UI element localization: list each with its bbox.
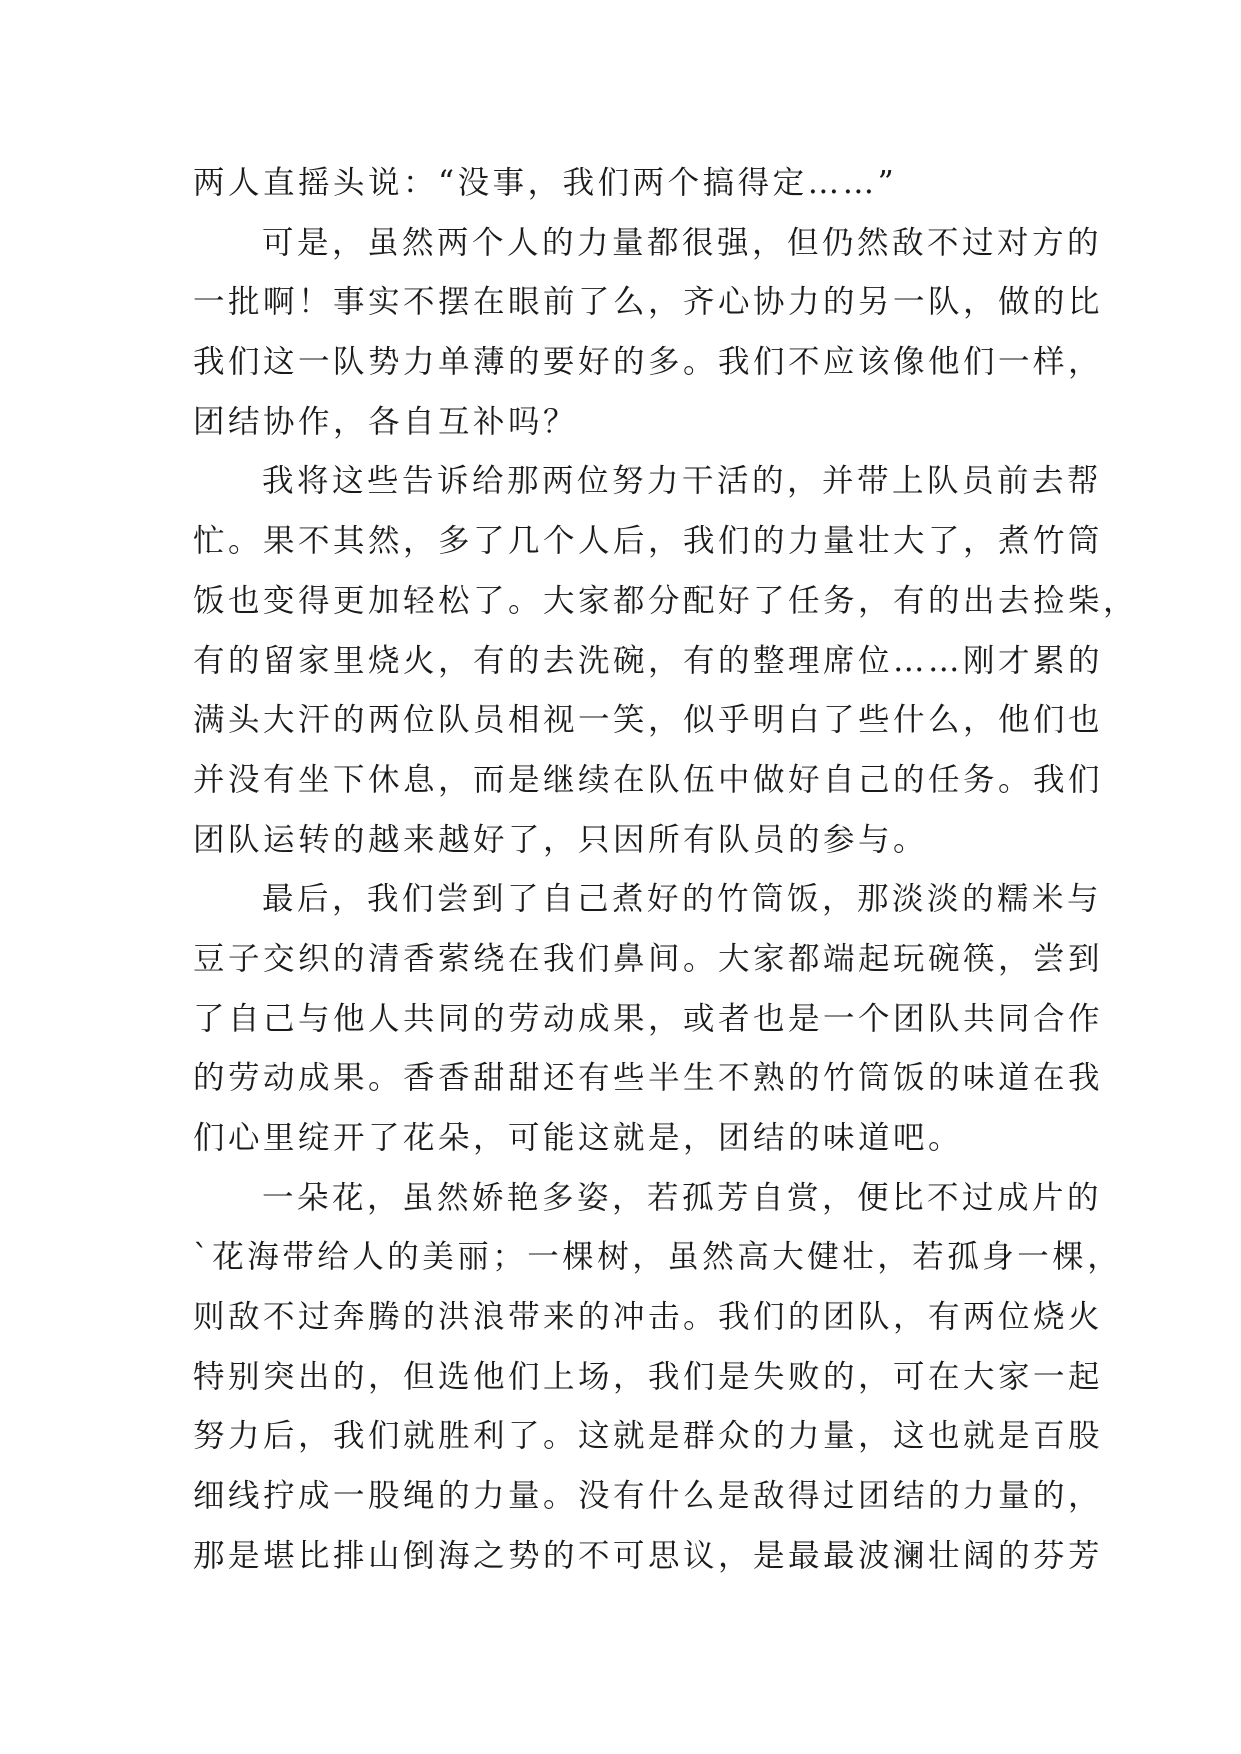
paragraph-start-line: 一朵花，虽然娇艳多姿，若孤芳自赏，便比不过成片的 bbox=[262, 1179, 1103, 1216]
paragraph-start-line: 我将这些告诉给那两位努力干活的，并带上队员前去帮 bbox=[262, 463, 1103, 500]
text-line: 们心里绽开了花朵，可能这就是，团结的味道吧。 bbox=[193, 1120, 964, 1156]
text-line: `花海带给人的美丽；一棵树，虽然高大健壮，若孤身一棵， bbox=[193, 1239, 1123, 1276]
text-line: 忙。果不其然，多了几个人后，我们的力量壮大了，煮竹筒 bbox=[193, 523, 1104, 560]
text-line: 了自己与他人共同的劳动成果，或者也是一个团队共同合作 bbox=[193, 1000, 1104, 1037]
text-line: 饭也变得更加轻松了。大家都分配好了任务，有的出去捡柴， bbox=[193, 582, 1139, 619]
text-line: 细线拧成一股绳的力量。没有什么是敌得过团结的力量的， bbox=[193, 1478, 1104, 1515]
paragraph-start-line: 最后，我们尝到了自己煮好的竹筒饭，那淡淡的糯米与 bbox=[262, 881, 1103, 918]
text-line: 团结协作，各自互补吗？ bbox=[193, 403, 579, 440]
text-line: 豆子交织的清香萦绕在我们鼻间。大家都端起玩碗筷，尝到 bbox=[193, 940, 1104, 977]
text-line: 团队运转的越来越好了，只因所有队员的参与。 bbox=[193, 821, 929, 858]
text-line: 特别突出的，但选他们上场，我们是失败的，可在大家一起 bbox=[193, 1358, 1104, 1395]
text-line: 那是堪比排山倒海之势的不可思议，是最最波澜壮阔的芬芳 bbox=[193, 1537, 1104, 1574]
body-text bbox=[193, 154, 1139, 1587]
text-line: 满头大汗的两位队员相视一笑，似乎明白了些什么，他们也 bbox=[193, 702, 1104, 739]
text-line: 有的留家里烧火，有的去洗碗，有的整理席位……刚才累的 bbox=[193, 642, 1104, 679]
text-line: 我们这一队势力单薄的要好的多。我们不应该像他们一样， bbox=[193, 344, 1104, 381]
paragraph-start-line: 可是，虽然两个人的力量都很强，但仍然敌不过对方的 bbox=[262, 224, 1103, 261]
text-line: 的劳动成果。香香甜甜还有些半生不熟的竹筒饭的味道在我 bbox=[193, 1060, 1104, 1097]
text-line: 一批啊！事实不摆在眼前了么，齐心协力的另一队，做的比 bbox=[193, 284, 1104, 321]
text-line: 则敌不过奔腾的洪浪带来的冲击。我们的团队，有两位烧火 bbox=[193, 1299, 1104, 1336]
text-line: 努力后，我们就胜利了。这就是群众的力量，这也就是百股 bbox=[193, 1418, 1104, 1455]
text-line: 两人直摇头说：“没事，我们两个搞得定……” bbox=[193, 165, 898, 201]
text-line: 并没有坐下休息，而是继续在队伍中做好自己的任务。我们 bbox=[193, 761, 1104, 798]
